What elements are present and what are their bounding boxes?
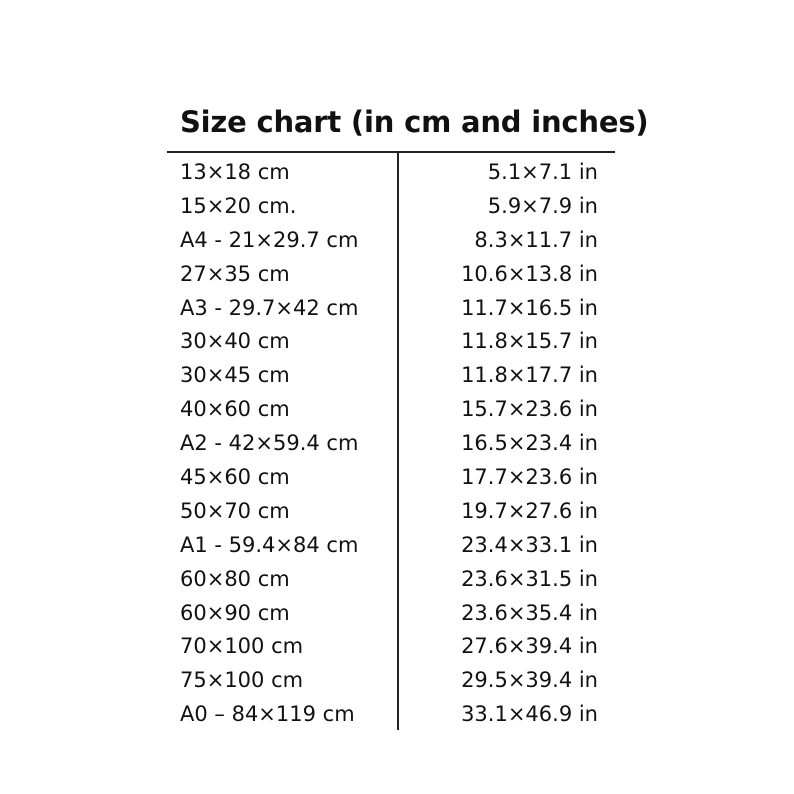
- size-inches-cell: 19.7×27.6 in: [461, 498, 598, 523]
- size-cm-cell: A4 - 21×29.7 cm: [180, 227, 359, 252]
- size-inches-cell: 27.6×39.4 in: [461, 634, 598, 659]
- size-inches-cell: 23.4×33.1 in: [461, 532, 598, 557]
- size-inches-cell: 23.6×35.4 in: [461, 600, 598, 625]
- size-inches-cell: 10.6×13.8 in: [461, 261, 598, 286]
- size-cm-cell: 30×40 cm: [180, 329, 290, 354]
- size-cm-cell: 70×100 cm: [180, 634, 304, 659]
- size-inches-cell: 11.8×15.7 in: [461, 329, 598, 354]
- size-cm-cell: 45×60 cm: [180, 465, 290, 490]
- size-cm-cell: 50×70 cm: [180, 498, 290, 523]
- size-cm-cell: A0 – 84×119 cm: [180, 702, 355, 727]
- size-inches-cell: 16.5×23.4 in: [461, 431, 598, 456]
- size-inches-cell: 5.1×7.1 in: [487, 160, 598, 184]
- size-cm-cell: 30×45 cm: [180, 363, 290, 388]
- size-cm-cell: A1 - 59.4×84 cm: [180, 532, 359, 557]
- size-cm-cell: 15×20 cm.: [180, 193, 297, 218]
- size-inches-cell: 23.6×31.5 in: [461, 566, 598, 591]
- table-row: [0, 529, 794, 563]
- size-inches-cell: 8.3×11.7 in: [474, 227, 598, 252]
- size-cm-cell: 13×18 cm: [180, 160, 290, 184]
- table-row: [0, 156, 794, 190]
- size-inches-cell: 5.9×7.9 in: [487, 193, 598, 218]
- page-title: Size chart (in cm and inches): [180, 105, 649, 139]
- size-cm-cell: 27×35 cm: [180, 261, 290, 286]
- size-table: [0, 156, 794, 732]
- table-row: [0, 597, 794, 631]
- header-divider: [167, 151, 615, 153]
- table-row: [0, 495, 794, 529]
- table-row: [0, 224, 794, 258]
- table-row: [0, 461, 794, 495]
- size-cm-cell: 75×100 cm: [180, 668, 304, 693]
- size-cm-cell: 40×60 cm: [180, 397, 290, 422]
- table-row: [0, 292, 794, 326]
- size-cm-cell: A3 - 29.7×42 cm: [180, 295, 359, 320]
- table-row: [0, 630, 794, 664]
- table-row: [0, 393, 794, 427]
- table-row: [0, 258, 794, 292]
- table-row: [0, 190, 794, 224]
- size-inches-cell: 33.1×46.9 in: [461, 702, 598, 727]
- table-row: [0, 664, 794, 698]
- table-row: [0, 698, 794, 732]
- table-row: [0, 325, 794, 359]
- size-inches-cell: 17.7×23.6 in: [461, 465, 598, 490]
- table-row: [0, 359, 794, 393]
- table-row: [0, 563, 794, 597]
- size-cm-cell: 60×80 cm: [180, 566, 290, 591]
- table-row: [0, 427, 794, 461]
- size-cm-cell: A2 - 42×59.4 cm: [180, 431, 359, 456]
- size-inches-cell: 29.5×39.4 in: [461, 668, 598, 693]
- size-inches-cell: 15.7×23.6 in: [461, 397, 598, 422]
- size-cm-cell: 60×90 cm: [180, 600, 290, 625]
- size-inches-cell: 11.8×17.7 in: [461, 363, 598, 388]
- size-inches-cell: 11.7×16.5 in: [461, 295, 598, 320]
